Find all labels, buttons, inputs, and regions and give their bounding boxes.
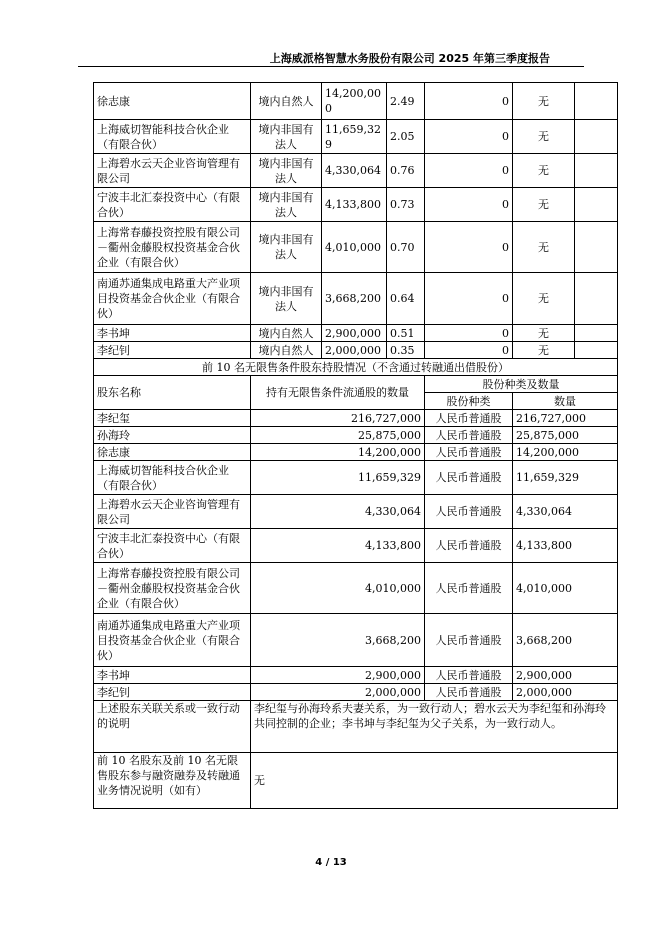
margin-label: 前 10 名股东及前 10 名无限售股东参与融资融券及转融通业务情况说明（如有） [94,753,251,809]
restricted-count: 0 [425,273,513,325]
share-class: 人民币普通股 [425,427,513,444]
holder-name: 上海碧水云天企业咨询管理有限公司 [94,495,251,529]
pledge-status: 无 [513,342,575,359]
relation-note-row [94,701,618,753]
share-class: 人民币普通股 [425,461,513,495]
share-class-count: 3,668,200 [513,614,618,667]
holder-name: 宁波丰北汇泰投资中心（有限合伙） [94,529,251,563]
table-row [94,684,618,701]
holder-type: 境内非国有法人 [251,120,322,154]
pledge-count [575,154,618,188]
unrestricted-quantity: 2,000,000 [251,684,425,701]
page-number: 4 / 13 [315,857,347,868]
table-row [94,667,618,684]
share-count: 3,668,200 [322,273,387,325]
share-class-count: 14,200,000 [513,444,618,461]
margin-note-row [94,753,618,809]
share-count: 14,200,000 [322,83,387,120]
share-count: 4,133,800 [322,188,387,222]
restricted-count: 0 [425,120,513,154]
holder-name: 宁波丰北汇泰投资中心（有限合伙） [94,188,251,222]
share-class: 人民币普通股 [425,410,513,427]
share-class: 人民币普通股 [425,667,513,684]
pledge-count [575,83,618,120]
pledge-status: 无 [513,188,575,222]
share-class: 人民币普通股 [425,444,513,461]
header-divider [78,66,584,67]
share-class-count: 4,133,800 [513,529,618,563]
share-class-count: 25,875,000 [513,427,618,444]
holder-name: 上海常春藤投资控股有限公司－衢州金藤股权投资基金合伙企业（有限合伙） [94,222,251,273]
restricted-count: 0 [425,222,513,273]
share-count: 4,010,000 [322,222,387,273]
restricted-count: 0 [425,188,513,222]
holder-name: 李书坤 [94,325,251,342]
table-row [94,222,618,273]
share-ratio: 2.05 [387,120,425,154]
share-class-count: 4,010,000 [513,563,618,614]
pledge-status: 无 [513,83,575,120]
col-quantity-header: 持有无限售条件流通股的数量 [251,376,425,410]
share-count: 2,000,000 [322,342,387,359]
section-title-row [94,359,618,376]
holder-name: 南通苏通集成电路重大产业项目投资基金合伙企业（有限合伙） [94,273,251,325]
holder-type: 境内自然人 [251,342,322,359]
share-ratio: 0.73 [387,188,425,222]
share-ratio: 2.49 [387,83,425,120]
unrestricted-quantity: 3,668,200 [251,614,425,667]
pledge-status: 无 [513,325,575,342]
col-count-header: 数量 [513,393,618,410]
holder-name: 徐志康 [94,83,251,120]
pledge-count [575,273,618,325]
restricted-count: 0 [425,83,513,120]
relation-label: 上述股东关联关系或一致行动的说明 [94,701,251,753]
holder-name: 李纪玺 [94,410,251,427]
margin-text: 无 [251,753,618,809]
table-row [94,83,618,120]
share-class-count: 4,330,064 [513,495,618,529]
unrestricted-quantity: 4,010,000 [251,563,425,614]
share-class-count: 216,727,000 [513,410,618,427]
holder-name: 上海威切智能科技合伙企业（有限合伙） [94,120,251,154]
unrestricted-quantity: 4,330,064 [251,495,425,529]
table-row [94,342,618,359]
share-class: 人民币普通股 [425,495,513,529]
holder-type: 境内非国有法人 [251,222,322,273]
table-row [94,410,618,427]
share-count: 2,900,000 [322,325,387,342]
pledge-count [575,120,618,154]
unrestricted-quantity: 14,200,000 [251,444,425,461]
holder-type: 境内自然人 [251,325,322,342]
pledge-count [575,222,618,273]
holder-name: 李纪钊 [94,684,251,701]
holder-name: 徐志康 [94,444,251,461]
share-ratio: 0.76 [387,154,425,188]
share-class-count: 2,000,000 [513,684,618,701]
share-ratio: 0.51 [387,325,425,342]
col-holder-header: 股东名称 [94,376,251,410]
holder-name: 上海威切智能科技合伙企业（有限合伙） [94,461,251,495]
pledge-status: 无 [513,273,575,325]
holder-name: 李书坤 [94,667,251,684]
holder-name: 孙海玲 [94,427,251,444]
table-row [94,563,618,614]
unrestricted-quantity: 25,875,000 [251,427,425,444]
holder-name: 上海常春藤投资控股有限公司－衢州金藤股权投资基金合伙企业（有限合伙） [94,563,251,614]
pledge-count [575,342,618,359]
holder-type: 境内自然人 [251,83,322,120]
unrestricted-quantity: 2,900,000 [251,667,425,684]
restricted-count: 0 [425,342,513,359]
pledge-status: 无 [513,154,575,188]
table-row [94,444,618,461]
col-class-header: 股份种类 [425,393,513,410]
share-class: 人民币普通股 [425,563,513,614]
pledge-count [575,325,618,342]
holder-name: 南通苏通集成电路重大产业项目投资基金合伙企业（有限合伙） [94,614,251,667]
share-class: 人民币普通股 [425,614,513,667]
restricted-count: 0 [425,154,513,188]
table-row [94,188,618,222]
unrestricted-quantity: 216,727,000 [251,410,425,427]
table-row [94,120,618,154]
table-row [94,529,618,563]
share-ratio: 0.70 [387,222,425,273]
relation-text: 李纪玺与孙海玲系夫妻关系，为一致行动人；碧水云天为李纪玺和孙海玲共同控制的企业；李书坤与李纪玺为父子关系，为一致行动人。 [251,701,618,753]
section-title: 前 10 名无限售条件股东持股情况（不含通过转融通出借股份） [94,359,618,376]
share-count: 4,330,064 [322,154,387,188]
pledge-status: 无 [513,120,575,154]
holder-name: 李纪钊 [94,342,251,359]
report-header-title: 上海威派格智慧水务股份有限公司 2025 年第三季度报告 [269,52,550,65]
share-class: 人民币普通股 [425,684,513,701]
pledge-count [575,188,618,222]
share-ratio: 0.64 [387,273,425,325]
share-class: 人民币普通股 [425,529,513,563]
table-row [94,614,618,667]
pledge-status: 无 [513,222,575,273]
restricted-count: 0 [425,325,513,342]
table-row [94,154,618,188]
col-class-group-header: 股份种类及数量 [425,376,618,393]
table-row [94,495,618,529]
holder-type: 境内非国有法人 [251,154,322,188]
table-header-row [94,376,618,393]
unrestricted-quantity: 11,659,329 [251,461,425,495]
table-row [94,273,618,325]
table-row [94,461,618,495]
table-row [94,325,618,342]
holder-type: 境内非国有法人 [251,273,322,325]
holder-type: 境内非国有法人 [251,188,322,222]
holder-name: 上海碧水云天企业咨询管理有限公司 [94,154,251,188]
share-count: 11,659,329 [322,120,387,154]
shareholder-table [93,82,618,809]
share-ratio: 0.35 [387,342,425,359]
table-row [94,427,618,444]
unrestricted-quantity: 4,133,800 [251,529,425,563]
share-class-count: 2,900,000 [513,667,618,684]
share-class-count: 11,659,329 [513,461,618,495]
